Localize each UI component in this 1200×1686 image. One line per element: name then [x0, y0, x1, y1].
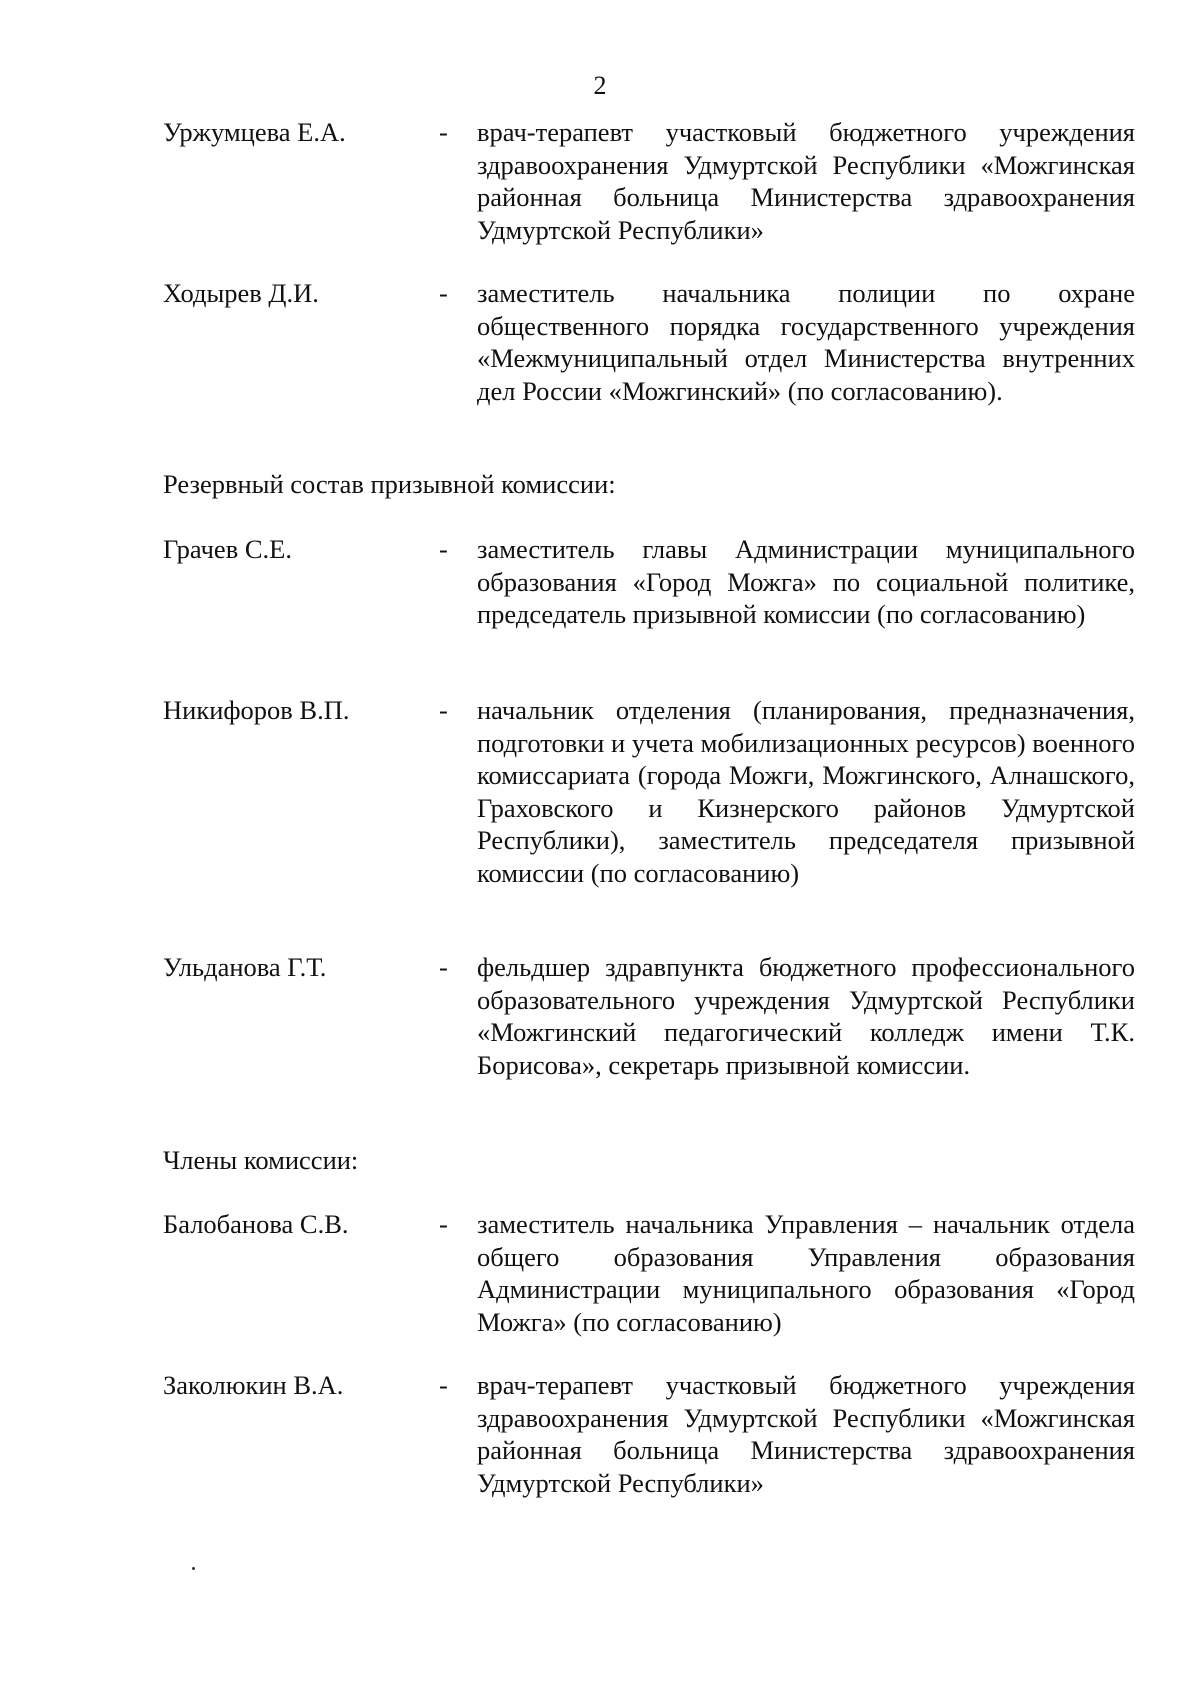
reserve-section-heading: Резервный состав призывной комиссии: [163, 469, 616, 499]
entry-dash: - [439, 695, 448, 725]
member-position: заместитель главы Администрации муниципального образования «Город Можга» по социальной политике, председатель призывной комиссии (по согласованию) [477, 534, 1135, 629]
member-position: заместитель начальника Управления – начальник отдела общего образования Управления образования Администрации муниципального образования «Город Можга» (по согласованию) [477, 1209, 1135, 1337]
entry-dash: - [439, 952, 448, 982]
member-name: Ульданова Г.Т. [163, 952, 327, 982]
entry-dash: - [439, 534, 448, 564]
member-position: фельдшер здравпункта бюджетного профессионального образовательного учреждения Удмуртской Республики «Можгинский педагогический колледж имени Т.К. Борисова», секретарь призывной комиссии. [477, 952, 1135, 1080]
member-name: Заколюкин В.А. [163, 1370, 344, 1400]
member-name: Грачев С.Е. [163, 534, 292, 564]
member-position: начальник отделения (планирования, предназначения, подготовки и учета мобилизационных ресурсов) военного комиссариата (города Можги, Можгинского, Алнашского, Граховского и Кизнерского районов Удмуртской Республики), заместитель председателя призывной комиссии (по согласованию) [477, 695, 1135, 888]
member-name: Балобанова С.В. [163, 1209, 349, 1239]
member-name: Уржумцева Е.А. [163, 117, 346, 147]
member-position: заместитель начальника полиции по охране общественного порядка государственного учреждения «Межмуниципальный отдел Министерства внутренних дел России «Можгинский» (по согласованию). [477, 278, 1135, 406]
entry-dash: - [439, 117, 448, 147]
members-section-heading: Члены комиссии: [163, 1145, 359, 1175]
member-name: Ходырев Д.И. [163, 278, 319, 308]
entry-dash: - [439, 1370, 448, 1400]
member-position: врач-терапевт участковый бюджетного учреждения здравоохранения Удмуртской Республики «Можгинская районная больница Министерства здравоохранения Удмуртской Республики» [477, 1370, 1135, 1498]
entry-dash: - [439, 278, 448, 308]
member-position: врач-терапевт участковый бюджетного учреждения здравоохранения Удмуртской Республики «Можгинская районная больница Министерства здравоохранения Удмуртской Республики» [477, 117, 1135, 245]
entry-dash: - [439, 1209, 448, 1239]
scan-artifact-dot [192, 1567, 195, 1570]
member-name: Никифоров В.П. [163, 695, 350, 725]
page-number: 2 [593, 71, 607, 100]
